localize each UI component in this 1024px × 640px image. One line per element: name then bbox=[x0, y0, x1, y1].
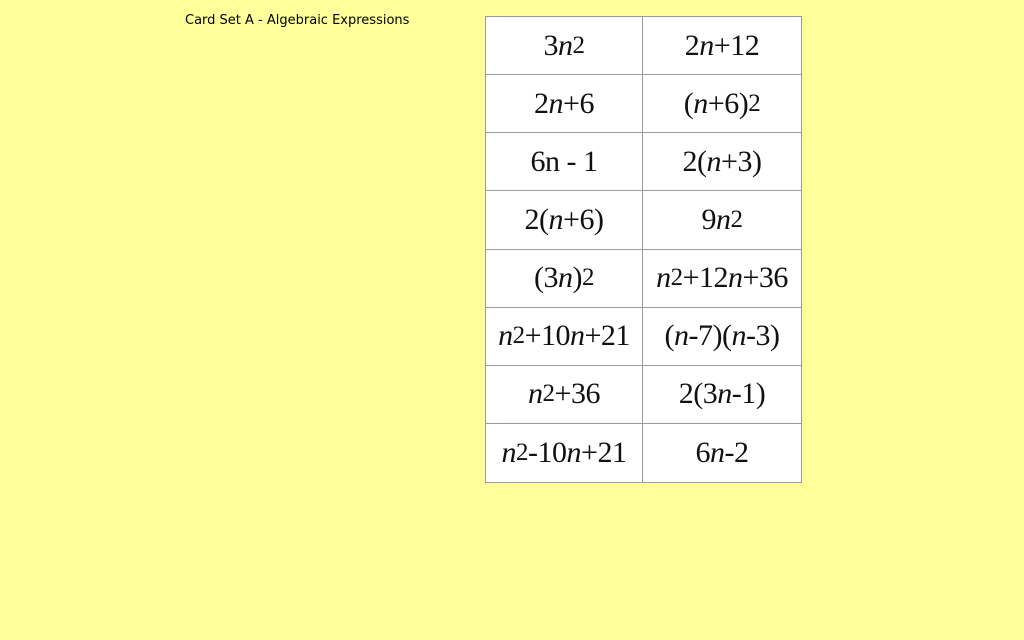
expression-card[interactable]: 6n - 1 bbox=[486, 133, 643, 191]
expression-card[interactable]: 6 n -2 bbox=[695, 435, 749, 469]
expression-card[interactable]: n 2 +36 bbox=[486, 366, 643, 424]
expression-card[interactable]: ( n +6) 2 bbox=[643, 75, 801, 133]
expression-card[interactable]: 2(3 n -1) bbox=[643, 366, 801, 424]
expression-card[interactable]: 2 n +6 bbox=[486, 75, 643, 133]
expression-card[interactable]: 2 n +12 bbox=[643, 17, 801, 75]
expression-card[interactable]: n 2 +12 n +36 bbox=[643, 250, 801, 308]
expression-card[interactable]: 2( n +6) bbox=[486, 191, 643, 249]
expression-card[interactable]: 2( n +3) bbox=[643, 133, 801, 191]
page-title: Card Set A - Algebraic Expressions bbox=[185, 13, 410, 28]
expression-card[interactable]: 3 n 2 bbox=[486, 17, 643, 75]
expression-card[interactable]: ( n -7)( n -3) bbox=[643, 308, 801, 366]
card-grid bbox=[485, 16, 802, 483]
expression-card[interactable]: n 2 -10 n +21 bbox=[486, 424, 643, 482]
expression-card[interactable]: (3 n ) 2 bbox=[486, 250, 643, 308]
expression-card[interactable]: 9 n 2 bbox=[643, 191, 801, 249]
expression-card[interactable]: n 2 +10 n +21 bbox=[486, 308, 643, 366]
